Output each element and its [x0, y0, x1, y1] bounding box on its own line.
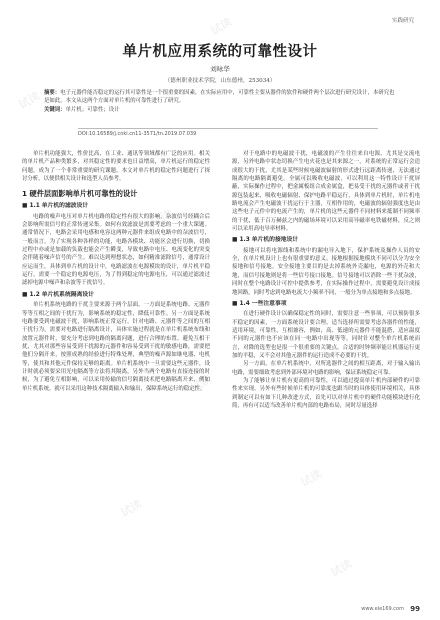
body-paragraph: 为了能够让单片机有更高的可靠性，可以通过提高单片机内部硬件的可靠性来实现，另外有些时候单片机的可靠度也跟当时的具体使用环境相关，具体到制定可以有如下几种改进方式，首先可以对单片机中的硬件功能模块进行化简，再有可以适当改善单片机内部的电路布局，同时尽量选择 — [232, 377, 420, 409]
watermark-text: 试读 — [328, 557, 355, 580]
subsection-heading: ■ 1.2 单片机系统隔离设计 — [22, 291, 94, 298]
left-column — [22, 150, 210, 393]
right-column — [232, 150, 420, 410]
keywords — [44, 106, 396, 114]
watermark-text: 试读 — [368, 327, 395, 350]
abstract-text: 电子元器件能否稳定的运行其可靠性是一个很重要的因素，在实际应用中，可靠性主要从器件的软件和硬件两个层次进行研究设计，本研究也是如此，本文从这两个方面对单片机的可靠性进行了研究。 — [44, 90, 395, 105]
author-name: 刘咏华 — [210, 65, 230, 73]
keywords-label: 关键词： — [44, 106, 66, 113]
body-paragraph: 接地可以将电源线和系统中的漏电导入地下，保护系统及操作人员的安全，在单片机设计上也有很重要的意义。接地根据接地模块不同可以分为安全接地和信号接地。安全接地主要目的是去掉系统外壳漏电，电源的外壳和大地，而信号接地则是将一些信号接口接地。信号接地可以消除一些干扰杂波，同时在整个电路设计可控中提供参考，在实际操作过程中，需要避免设计成接地回路，同时考虑到电路电流大小频率不同，一般分为单点接地和多点接地。 — [232, 247, 420, 296]
abstract-label: 摘要： — [44, 90, 61, 96]
watermark-text: 试读 — [208, 15, 235, 38]
body-paragraph: 另一方面，在单片机系统中，对所选器件之间的相互距离，对于输入输出电路，需要细致考虑到外部环境对电路的影响，保证系统稳定可靠。 — [232, 361, 420, 376]
doi-line: DOI:10.16589/j.cnki.cn11-3571/tn.2019.07.039 — [78, 128, 378, 137]
subsection-heading: ■ 1.1 单片机的滤波设计 — [22, 203, 89, 210]
watermark-text: 试读 — [188, 372, 215, 395]
running-head: 实践研究 — [391, 18, 414, 24]
article-title: 单片机应用系统的可靠性设计 — [122, 44, 318, 60]
page-number: 99 — [410, 605, 420, 613]
watermark-text: 试读 — [16, 89, 43, 112]
abstract-block — [44, 89, 396, 114]
watermark-text: 试读 — [288, 172, 315, 195]
subsection-heading: ■ 1.3 单片机的接地设计 — [232, 237, 299, 244]
section-heading: 1 硬件层面影响单片机可靠性的设计 — [22, 189, 138, 199]
watermark-text: 试读 — [298, 467, 325, 490]
watermark-text: 试读 — [148, 207, 175, 230]
footer-url[interactable]: www.ele169.com — [361, 606, 404, 612]
abstract — [44, 89, 396, 106]
keywords-text: 单片机；可靠性；设计 — [65, 106, 120, 113]
body-paragraph: 电路的噪声电压对单片机电路的稳定性有很大的影响，杂波信号经耦合后会影响所需信号的正常传递采集。如何有效滤波是需要考虑的一个重大课题。通常情况下，电路会采用电感和电容这两种元器件来组成电路中的杂波信号，一般而言，为了实现各种各样的功能，电路各模块、功能区会进行切换，切换过程中亦或是加载的负载也能会产生瞬变，导致电路中电压、电流变化的突变会伴随着噪声信号的产生。难以达到理想状态，如何精准滤除信号，通常设计应运而生，具体到单片机的设计中，电路滤波在电源模块的设计，单片机平稳运行，需要一个稳定的电源电压，为了得到稳定的电源电压，可以通过滤波过滤掉电源中噪声和杂波等干扰信号。 — [22, 213, 210, 287]
body-paragraph: 单片机功能强大，性价比高，在工业、通讯等领域都有广泛的应用。相关的单片机产品种类繁多，对其稳定性的要求也日益增高，单片机运行的稳定性问题，成为了一个非常重要的研究课题，本文对单片机的稳定性问题进行了探讨分析，以便供相关设计和选型人员参考。 — [22, 151, 210, 183]
subsection-heading: ■ 1.4 一些注意事项 — [232, 300, 287, 307]
body-paragraph: 单片机系统电路的干扰主要来源于两个层面，一方面是系统电路、元器件等等互相之间的干扰行为，影响系统的稳定性，降低可靠性。另一方面是系统电路要受到电磁波干扰，影响系统正常运行，针对电路、元器件等之间的互相干扰行为，需要对电路进行隔离设计，具体实施过程就是在单片机系统布线和放置元器件时，要充分考虑到电路的隔离问题，进行合理的布置。避免互相干扰，尤其对那些容易受到干扰源的元器件和容易受到干扰的敏感电路，需要把他们分隔开来，按照成熟的经验进行特殊处理，典型的噪声源如继电器、电机等，使其和其他元件保持足够的距离。单片机系统中一旦需要这些元器件，设计时就必须要采用光电隔离等方法将其隔离，另外当两个电路有直接连接的时候，为了避免互相影响，可以采用传输的信号隔离技术把电路隔离开来，例如单片机系统，就可以采用这种技术隔离输入和输出，保障系统运行的稳定性。 — [22, 302, 210, 392]
watermark-text: 试读 — [118, 497, 145, 520]
body-paragraph: 在进行硬件设计以确保稳定性的同时，需要注意一些事项，可以预防很多不稳定的因素，一方面系统设计要合理，适当选择所需要考虑各器件的性能，适用环境，可靠性，互相兼容，例如，高、低速的元器件不能混搭，适应温度不同的元器件也不应该在同一电路中出现等等，同时针对整个单片机系统而言，对降的选型也是很一个很重要的关键点。合适的时钟频率能让机器运行更加的平稳，又不会对其他元器件的运行造成不必要的干扰。 — [232, 311, 420, 359]
body-paragraph: 对于电路中的电磁波干扰，电磁波的产生往往来自电源、尤其是交流电源，另外电路中状态切换产生电火花也是其来源之一，对系统的正常运行会造成很大的干扰，尤其是某些时候电磁波辐射的形式进行远距离传递，无法通过隔离的电路隔离避免。全属可以吸收电磁波，可以利用这一特性设计干扰屏蔽，实际操作过程中，把金属板组合成金属盒，把易受干扰的元器件或者干扰源包装起来，吸收电磁辐射，保护电路平稳运行，具体到单片机时，单片机电路电流会产生电磁波干扰运行于主器，互相作用的，电磁波的辐射强度也是由这些电子元件中的电流产生的，单片机的这些元器件不同材料来抵制不同频率的干扰，低于百万赫兹之内的磁场环境可以采用高导磁率电铁磁材料，反之则可以采用高电导率材料。 — [232, 151, 420, 233]
author-affiliation: （德州职业技术学院，山东德州，253034） — [164, 78, 276, 84]
